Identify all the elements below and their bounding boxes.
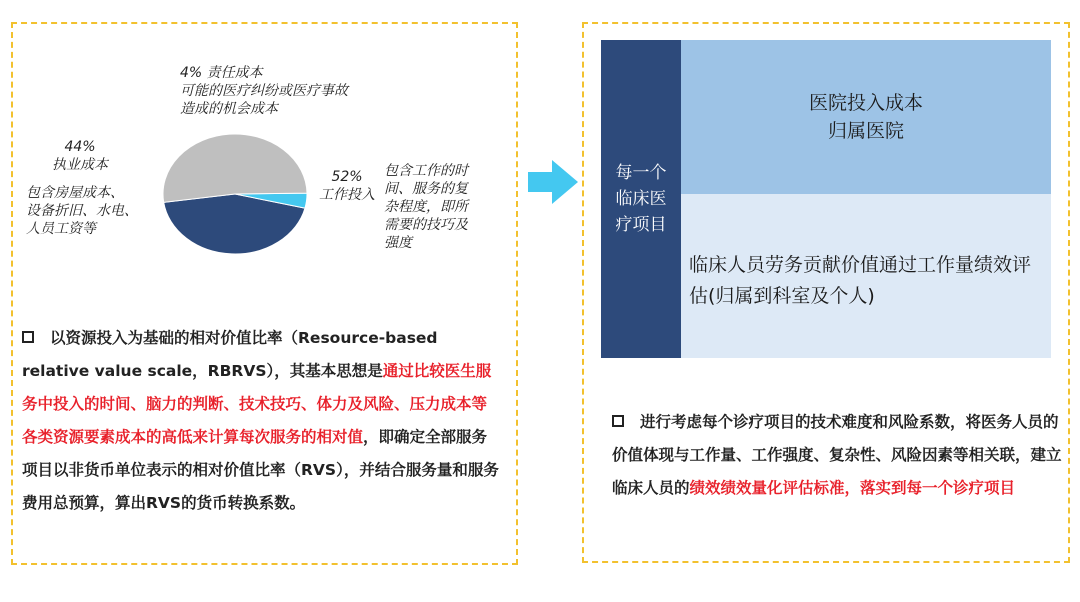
responsibility-desc: 可能的医疗纠纷或医疗事故 造成的机会成本: [180, 83, 348, 117]
label-work-input: [314, 168, 380, 204]
responsibility-name: 责任成本: [206, 65, 263, 81]
pie-slice-work-input: [163, 134, 307, 202]
practice-pct: 44%: [64, 139, 96, 155]
right-text-highlight: 绩效绩效量化评估标准，落实到每一个诊疗项目: [689, 479, 1016, 497]
hospital-cost-box: [681, 40, 1051, 194]
practice-name: 执业成本: [52, 157, 108, 173]
left-bullet-paragraph: [22, 322, 502, 520]
label-responsibility-cost: [180, 64, 348, 118]
responsibility-pct: 4%: [180, 65, 203, 81]
work-name: 工作投入: [319, 187, 375, 203]
practice-desc: 包含房屋成本、 设备折旧、水电、 人员工资等: [26, 185, 138, 237]
pie-chart: [160, 133, 310, 255]
checkbox-bullet-icon: [612, 415, 624, 427]
left-text-highlight: 通过比较医生服务中投入的时间、脑力的判断、技术技巧、体力及风险、压力成本等各类资源要素成本的高低来计算每次服务的相对值: [22, 362, 492, 446]
work-pct: 52%: [331, 169, 363, 185]
work-desc: 包含工作的时 间、服务的复 杂程度，即所 需要的技巧及 强度: [384, 163, 468, 251]
right-bullet-paragraph: [612, 406, 1067, 505]
right-arrow-icon: [528, 160, 578, 204]
left-text-part2: ，即确定全部服务项目以非货币单位表示的相对价值比率（RVS），并结合服务量和服务费用总预算，算出RVS的货币转换系数。: [22, 428, 499, 512]
left-text-part1: 以资源投入为基础的相对价值比率（Resource-based relative value scale，RBRVS），其基本思想是: [22, 329, 438, 380]
top-line2: 归属医院: [827, 120, 904, 142]
right-text-part1: 进行考虑每个诊疗项目的技术难度和风险系数，将医务人员的价值体现与工作量、工作强度、复杂性、风险因素等相关联，建立临床人员的: [612, 413, 1062, 497]
checkbox-bullet-icon: [22, 331, 34, 343]
labor-value-box: 临床人员劳务贡献价值通过工作量绩效评估(归属到科室及个人): [681, 194, 1051, 358]
top-line1: 医院投入成本: [808, 92, 923, 114]
label-practice-cost: [26, 138, 138, 238]
clinical-item-header: 每一个 临床医 疗项目: [601, 40, 681, 358]
